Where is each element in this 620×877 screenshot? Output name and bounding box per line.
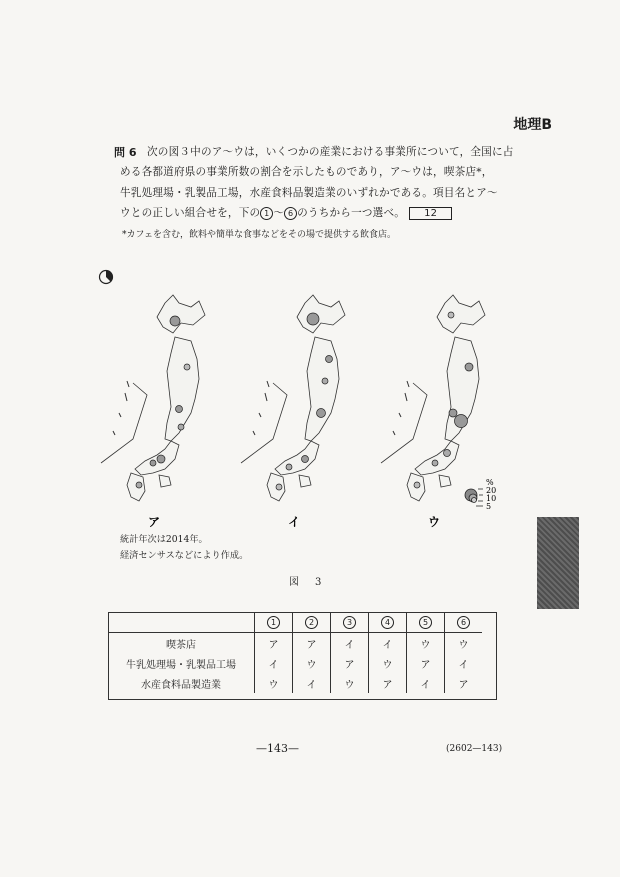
north-arrow-icon: [100, 271, 113, 284]
okinawa-islands: [393, 381, 409, 435]
map-region: [299, 475, 311, 487]
okinawa-inset-border: [381, 383, 427, 463]
map-label-i: イ: [288, 515, 301, 529]
okinawa-islands: [113, 381, 129, 435]
map-proportional-circle: [414, 482, 420, 488]
table-cell: ア: [445, 673, 483, 693]
map-region: [305, 337, 339, 441]
legend-value-10: 10: [486, 494, 497, 503]
japan-map: [241, 295, 345, 501]
japan-map: [381, 295, 485, 501]
table-cell: イ: [255, 653, 293, 673]
table-cell: イ: [369, 633, 407, 654]
subject-label: 地理B: [513, 117, 552, 133]
japan-map: [101, 295, 205, 501]
map-region: [415, 441, 459, 475]
okinawa-inset-border: [101, 383, 147, 463]
question-line-4-end: のうちから一つ選べ。: [297, 207, 406, 219]
figure-caption: 図 3: [289, 577, 325, 588]
table-row: [108, 653, 482, 673]
map-label-a: ア: [148, 515, 161, 529]
table-cell: ウ: [369, 653, 407, 673]
table-header-row: [108, 612, 482, 633]
table-cell: ア: [255, 633, 293, 654]
map-proportional-circle: [302, 456, 309, 463]
map-proportional-circle: [317, 409, 326, 418]
question-line-4-start: ウとの正しい組合せを，下の: [120, 207, 261, 219]
map-region: [127, 473, 145, 501]
map-proportional-circle: [326, 356, 333, 363]
row-label: 水産食料品製造業: [141, 679, 221, 691]
map-proportional-circle: [178, 424, 184, 430]
map-proportional-circle: [150, 460, 156, 466]
table-cell: イ: [445, 653, 483, 673]
table-corner: [108, 612, 255, 633]
map-proportional-circle: [455, 415, 468, 428]
table-row: [108, 633, 482, 654]
legend-value-20: 20: [486, 486, 497, 495]
map-proportional-circle: [286, 464, 292, 470]
legend-unit: %: [486, 478, 494, 487]
table-row: [108, 673, 482, 693]
figure-maps: [95, 263, 515, 537]
map-proportional-circle: [322, 378, 328, 384]
option-1: [255, 612, 293, 633]
footnote: *カフェを含む，飲料や簡単な食事などをその場で提供する飲食店。: [122, 230, 397, 240]
table-cell: ウ: [255, 673, 293, 693]
map-proportional-circle: [307, 313, 319, 325]
map-region: [437, 295, 485, 333]
side-index-tab: [537, 517, 579, 609]
map-region: [297, 295, 345, 333]
question-line-4: [120, 205, 452, 220]
option-marker: 5: [419, 616, 432, 629]
legend-value-5: 5: [486, 502, 492, 511]
option-3: [331, 612, 369, 633]
option-4: [369, 612, 407, 633]
table-cell: ウ: [445, 633, 483, 654]
map-proportional-circle: [170, 316, 180, 326]
row-label: 喫茶店: [166, 639, 196, 651]
map-proportional-circle: [432, 460, 438, 466]
table-cell: ア: [369, 673, 407, 693]
answer-table: [108, 612, 482, 693]
choice-range-dash: ～: [273, 207, 285, 219]
table-cell: ア: [293, 633, 331, 654]
map-proportional-circle: [448, 312, 454, 318]
question-line-3: 牛乳処理場・乳製品工場，水産食料品製造業のいずれかである。項目名とア～: [120, 187, 498, 199]
table-cell: イ: [293, 673, 331, 693]
question-number: 問 6: [114, 146, 137, 159]
option-marker: 4: [381, 616, 394, 629]
source-line-2: 経済センサスなどにより作成。: [120, 550, 249, 561]
figure-sources: [120, 532, 248, 564]
option-marker: 3: [343, 616, 356, 629]
table-cell: ア: [331, 653, 369, 673]
table-cell: イ: [407, 673, 445, 693]
question-line-1: 次の図３中のア～ウは，いくつかの産業における事業所について，全国に占: [147, 146, 514, 158]
map-region: [157, 295, 205, 333]
map-proportional-circle: [176, 406, 183, 413]
option-2: [293, 612, 331, 633]
table-cell: ウ: [407, 633, 445, 654]
page-number: —143—: [256, 742, 299, 755]
map-proportional-circle: [276, 484, 282, 490]
option-marker: 1: [267, 616, 280, 629]
option-5: [407, 612, 445, 633]
page-code: (2602—143): [446, 744, 503, 754]
map-proportional-circle: [465, 363, 473, 371]
option-marker: 6: [457, 616, 470, 629]
table-cell: ア: [407, 653, 445, 673]
map-proportional-circle: [444, 450, 451, 457]
map-proportional-circle: [157, 455, 165, 463]
map-region: [275, 441, 319, 475]
table-cell: イ: [331, 633, 369, 654]
choice-first-marker: 1: [260, 207, 273, 220]
okinawa-inset-border: [241, 383, 287, 463]
answer-number-box[interactable]: 12: [409, 207, 452, 220]
map-proportional-circle: [184, 364, 190, 370]
table-cell: ウ: [293, 653, 331, 673]
maps-svg: [95, 263, 515, 533]
option-marker: 2: [305, 616, 318, 629]
japan-maps: [101, 295, 485, 501]
map-label-u: ウ: [428, 515, 441, 529]
map-proportional-circle: [449, 409, 457, 417]
map-proportional-circle: [136, 482, 142, 488]
source-line-1: 統計年次は2014年。: [120, 534, 208, 545]
row-label: 牛乳処理場・乳製品工場: [126, 659, 236, 671]
table-cell: ウ: [331, 673, 369, 693]
choice-last-marker: 6: [284, 207, 297, 220]
legend: [465, 478, 496, 511]
okinawa-islands: [253, 381, 269, 435]
option-6: [445, 612, 483, 633]
question-line-2: める各都道府県の事業所数の割合を示したものであり，ア～ウは，喫茶店*，: [120, 166, 493, 178]
map-region: [439, 475, 451, 487]
map-region: [159, 475, 171, 487]
